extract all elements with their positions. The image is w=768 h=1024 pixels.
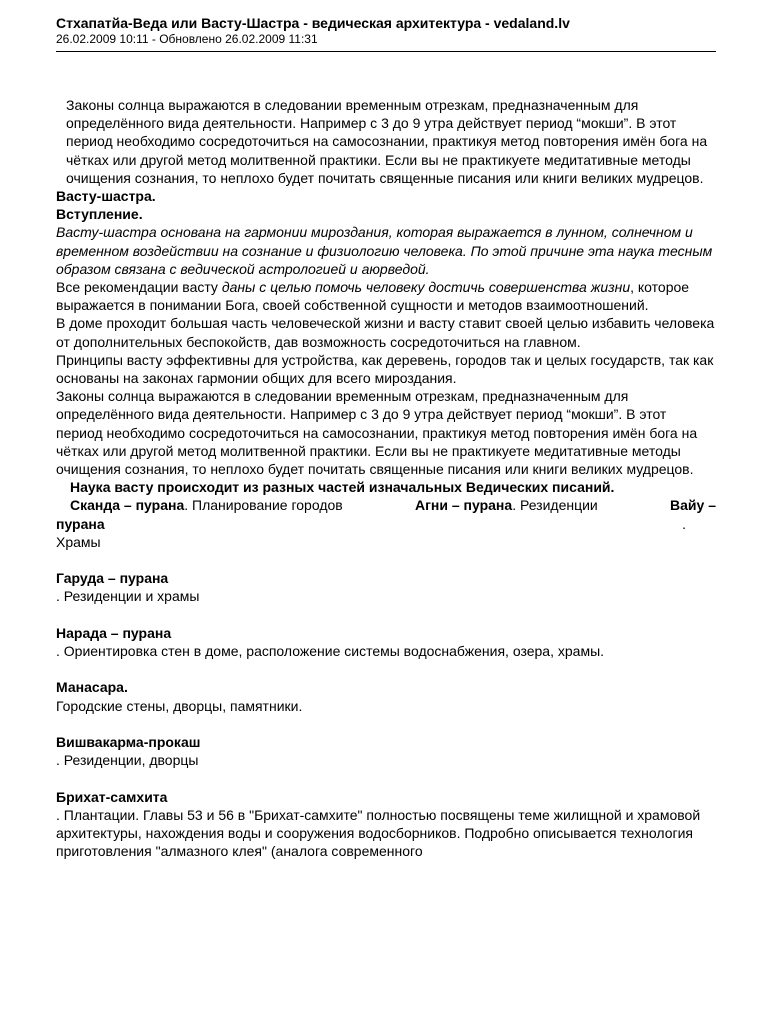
vayu-description: Храмы <box>56 533 101 550</box>
recommendations-end: , которое выражается в понимании Бога, своей собственной сущности и методов взаимоотношений. <box>56 279 690 314</box>
vayu-title-continued: пурана <box>56 515 105 532</box>
recommendations-start: Все рекомендации васту <box>56 279 222 296</box>
brihat-title: Брихат-самхита <box>56 788 168 805</box>
paragraph-sun-laws-repeat: Законы солнца выражаются в следовании временным отрезкам, предназначенным для определённого вида деятельности. Например с 3 до 9 утра действует период “мокши”. В этот период необходимо сосредоточиться на самосознании, практикуя метод повторения имён бога на чётках или другой метод молитвенной практики. Если вы не практикуете медитативные методы очищения сознания, то неплохо будет почитать священные писания или книги великих мудрецов. <box>56 388 698 478</box>
manasara-description: Городские стены, дворцы, памятники. <box>56 697 303 714</box>
article-body <box>56 96 716 860</box>
paragraph-intro-italic: Васту-шастра основана на гармонии мироздания, которая выражается в лунном, солнечном и временном воздействии на сознание и физиологию человека. По этой причине эта наука тесным образом связана с ведической астрологией и аюрведой. <box>56 224 713 277</box>
source-garuda <box>56 569 716 605</box>
manasara-title: Манасара. <box>56 679 128 696</box>
vayu-title: Вайу – <box>670 497 716 514</box>
agni-title: Агни – пурана <box>414 497 513 514</box>
source-manasara <box>56 678 716 714</box>
document-page <box>56 14 716 860</box>
recommendations-italic: даны с целью помочь человеку достичь совершенства жизни <box>221 279 631 296</box>
narada-description: . Ориентировка стен в доме, расположение системы водоснабжения, озера, храмы. <box>56 643 605 660</box>
paragraph-sun-laws: Законы солнца выражаются в следовании временным отрезкам, предназначенным для определённого вида деятельности. Например с 3 до 9 утра действует период “мокши”. В этот период необходимо сосредоточиться на самосознании, практикуя метод повторения имён бога на чётках или другой метод молитвенной практики. Если вы не практикуете медитативные методы очищения сознания, то неплохо будет почитать священные писания или книги великих мудрецов. <box>66 97 708 186</box>
skanda-description: . Планирование городов <box>184 497 343 514</box>
vayu-continued-row <box>56 515 716 533</box>
narada-title: Нарада – пурана <box>56 624 172 641</box>
document-title: Стхапатйа-Веда или Васту-Шастра - ведическая архитектура - vedaland.lv <box>56 15 570 31</box>
paragraph-home: В доме проходит большая часть человеческой жизни и васту ставит своей целью избавить человека от дополнительных беспокойств, дав возможность сосредоточиться на главном. <box>56 315 715 350</box>
document-dates: 26.02.2009 10:11 - Обновлено 26.02.2009 11:31 <box>56 32 318 46</box>
source-skanda <box>70 496 343 514</box>
paragraph-principles: Принципы васту эффективны для устройства, как деревень, городов так и целых государств, так как основаны на законах гармонии общих для всего мироздания. <box>56 351 714 387</box>
vishvakarma-description: . Резиденции, дворцы <box>56 752 199 769</box>
brihat-description: . Плантации. Главы 53 и 56 в "Брихат-самхите" полностью посвящены теме жилищной и храмовой архитектуры, нахождения воды и сооружения водосборников. Подробно описывается технология приготовления "алмазного клея" (аналога современного <box>56 806 701 860</box>
source-vishvakarma <box>56 733 716 769</box>
document-header <box>56 14 716 52</box>
source-narada <box>56 624 716 660</box>
vayu-dot: . <box>682 515 686 532</box>
source-brihat <box>56 788 716 861</box>
heading-introduction: Вступление. <box>56 206 143 223</box>
vishvakarma-title: Вишвакарма-прокаш <box>56 734 201 751</box>
source-agni <box>415 496 598 514</box>
garuda-description: . Резиденции и храмы <box>56 588 200 605</box>
heading-sources: Наука васту происходит из разных частей изначальных Ведических писаний. <box>70 479 615 496</box>
sources-row <box>56 496 716 514</box>
paragraph-recommendations <box>56 278 716 314</box>
agni-description: . Резиденции <box>512 497 598 514</box>
garuda-title: Гаруда – пурана <box>56 570 169 587</box>
skanda-title: Сканда – пурана <box>70 497 185 514</box>
heading-vastu-shastra: Васту-шастра. <box>56 188 156 205</box>
